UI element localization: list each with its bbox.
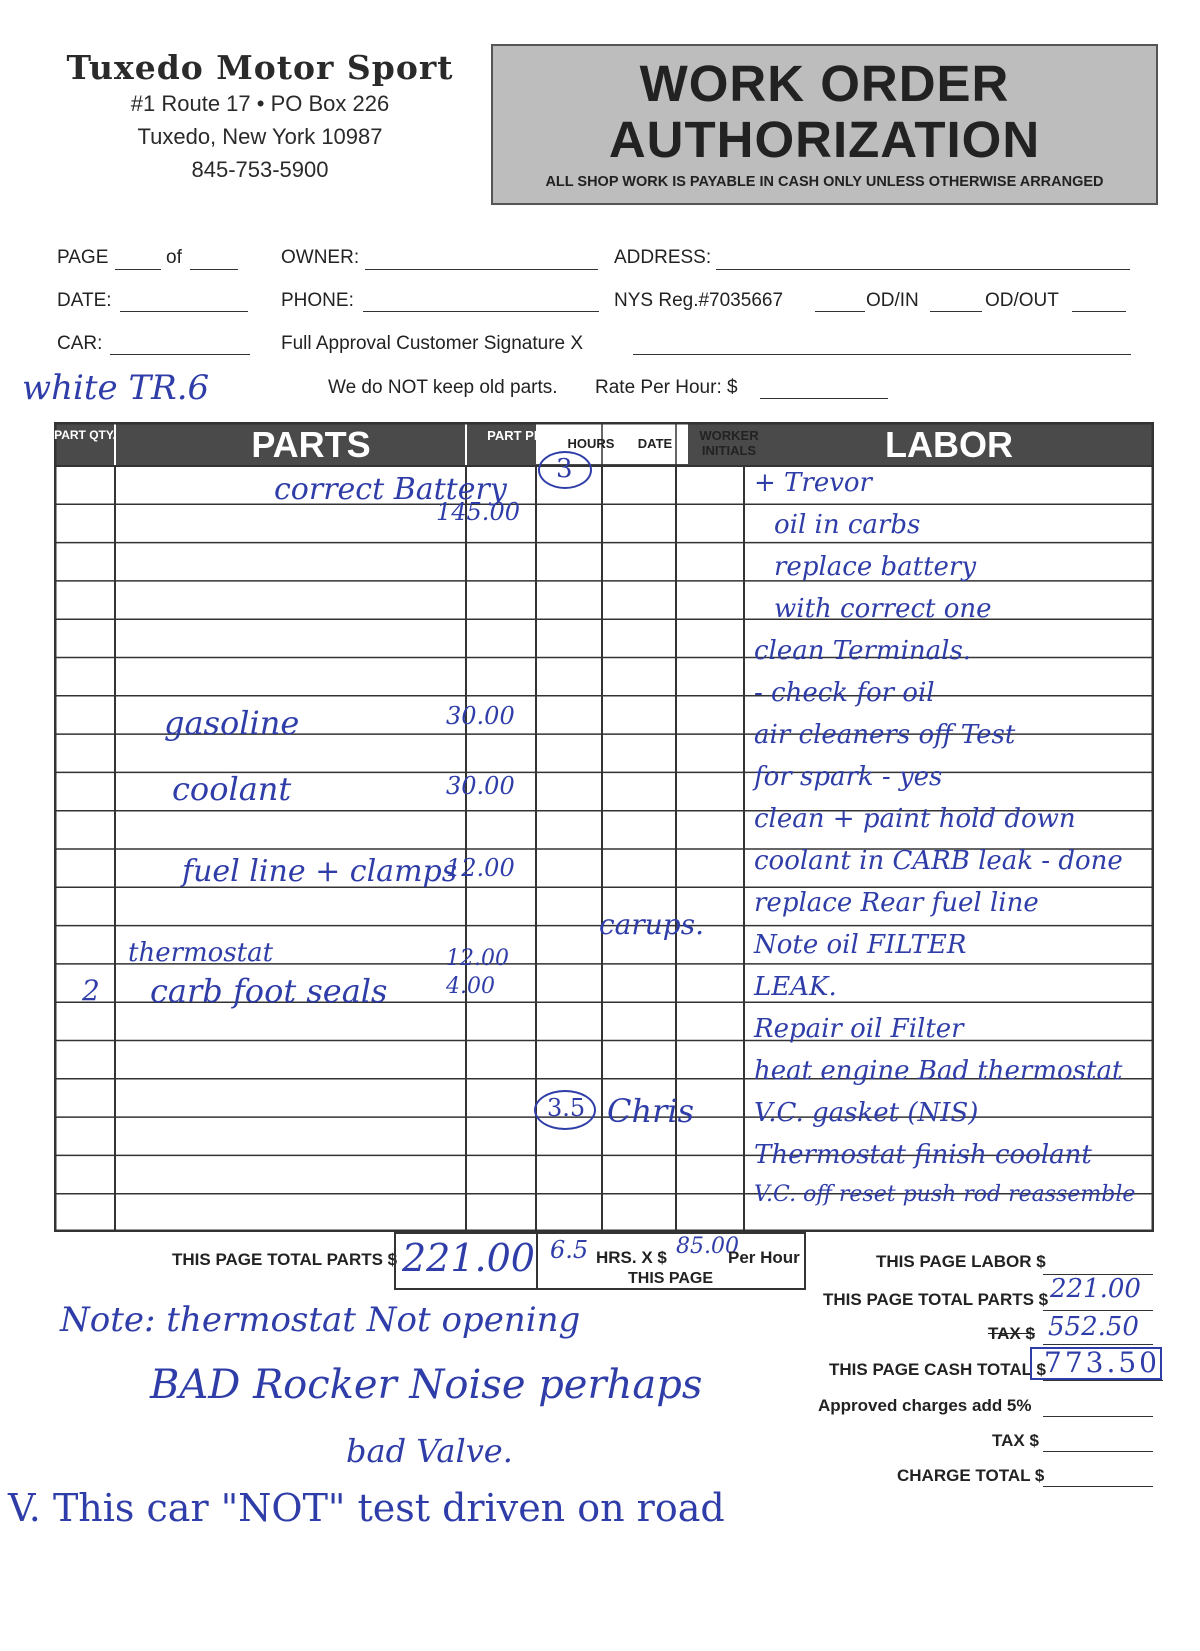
company-address-line2: Tuxedo, New York 10987 xyxy=(137,124,383,149)
note-line: V. This car "NOT" test driven on road xyxy=(8,1486,725,1530)
tax2-field[interactable] xyxy=(1043,1451,1153,1452)
labor-line: clean Terminals. xyxy=(754,636,972,666)
car-label: CAR: xyxy=(57,333,103,354)
col-header-date: DATE xyxy=(637,436,673,451)
labor-line: Note oil FILTER xyxy=(754,930,967,960)
total-parts-value: 221.00 xyxy=(402,1236,535,1280)
labor-line: clean + paint hold down xyxy=(754,804,1076,834)
part-price: 30.00 xyxy=(446,772,515,800)
labor-line: for spark - yes xyxy=(754,762,943,792)
note-line: BAD Rocker Noise perhaps xyxy=(150,1362,703,1408)
old-parts-note: We do NOT keep old parts. xyxy=(328,377,558,398)
col-header-part-price: PART PRICE xyxy=(487,428,565,443)
labor-line: Thermostat finish coolant xyxy=(754,1140,1092,1170)
cash-total-field[interactable] xyxy=(1043,1380,1163,1381)
address-field[interactable] xyxy=(716,269,1130,270)
company-name: Tuxedo Motor Sport xyxy=(66,48,454,87)
company-phone: 845-753-5900 xyxy=(191,157,329,182)
tax-field[interactable] xyxy=(1043,1344,1153,1345)
hours-value: 3 xyxy=(556,454,573,484)
od-out-label: OD/OUT xyxy=(985,290,1059,311)
labor-line: with correct one xyxy=(774,594,992,624)
total-parts-label: THIS PAGE TOTAL PARTS $ xyxy=(172,1250,398,1269)
hours-circle xyxy=(538,451,592,489)
date-field[interactable] xyxy=(120,311,248,312)
note-line: Note: thermostat Not opening xyxy=(60,1300,581,1340)
part-price: 12.00 xyxy=(446,854,515,882)
page-label: PAGE xyxy=(57,247,109,268)
charge-total-label: CHARGE TOTAL $ xyxy=(897,1466,1045,1485)
tax-label: TAX $ xyxy=(988,1324,1035,1343)
approved-charges-label: Approved charges add 5% xyxy=(818,1396,1032,1415)
labor-line: air cleaners off Test xyxy=(754,720,1016,750)
part-price: 4.00 xyxy=(446,974,495,999)
per-hour-label: Per Hour xyxy=(728,1248,800,1267)
od-out-field[interactable] xyxy=(930,311,982,312)
part-name: thermostat xyxy=(128,938,274,968)
hours-circle xyxy=(534,1090,596,1130)
labor-line: - check for oil xyxy=(754,678,935,708)
tax-value: 552.50 xyxy=(1048,1312,1139,1342)
company-address-line1: #1 Route 17 • PO Box 226 xyxy=(130,91,390,116)
labor-line: + Trevor xyxy=(754,468,872,498)
col-header-labor: LABOR xyxy=(885,424,1013,465)
address-label: ADDRESS: xyxy=(614,247,712,268)
cash-total-value: 773.50 xyxy=(1044,1346,1160,1379)
owner-label: OWNER: xyxy=(281,247,360,268)
page-of-field[interactable] xyxy=(190,269,238,270)
this-page-parts-label: THIS PAGE TOTAL PARTS $ xyxy=(823,1290,1049,1309)
col-header-part-qty: PART QTY. xyxy=(54,428,116,442)
part-price: 145.00 xyxy=(436,498,520,526)
phone-field[interactable] xyxy=(363,311,599,312)
phone-label: PHONE: xyxy=(281,290,354,311)
tax2-label: TAX $ xyxy=(992,1431,1039,1450)
owner-field[interactable] xyxy=(365,269,598,270)
od-in-field[interactable] xyxy=(815,311,865,312)
signature-label: Full Approval Customer Signature X xyxy=(281,333,584,354)
payment-notice: ALL SHOP WORK IS PAYABLE IN CASH ONLY UNLESS OTHERWISE ARRANGED xyxy=(545,174,1104,190)
note-line: bad Valve. xyxy=(346,1432,513,1470)
work-table xyxy=(54,422,1154,1232)
col-header-worker-initials: WORKER INITIALS xyxy=(699,428,759,458)
part-name: gasoline xyxy=(164,704,300,742)
rate-value: 85.00 xyxy=(676,1234,739,1259)
this-page-label: THIS PAGE xyxy=(628,1270,714,1287)
title-line1: WORK ORDER xyxy=(639,55,1010,112)
charge-total-field[interactable] xyxy=(1043,1486,1153,1487)
car-field[interactable] xyxy=(110,354,250,355)
this-page-parts-value: 221.00 xyxy=(1050,1274,1141,1304)
this-page-labor-label: THIS PAGE LABOR $ xyxy=(876,1252,1046,1271)
part-name: correct Battery xyxy=(274,472,507,507)
col-header-parts: PARTS xyxy=(251,424,371,465)
title-line2: AUTHORIZATION xyxy=(608,111,1041,168)
part-qty: 2 xyxy=(82,974,100,1007)
cash-total-label: THIS PAGE CASH TOTAL $ xyxy=(829,1360,1046,1379)
page-field[interactable] xyxy=(115,269,161,270)
approved-charges-field[interactable] xyxy=(1043,1416,1153,1417)
labor-line: heat engine Bad thermostat xyxy=(754,1056,1123,1086)
hrs-label: HRS. X $ xyxy=(596,1248,667,1267)
labor-line: coolant in CARB leak - done xyxy=(754,846,1123,876)
rate-label: Rate Per Hour: $ xyxy=(595,377,738,398)
date-label: DATE: xyxy=(57,290,112,311)
car-handwritten-value: white TR.6 xyxy=(22,368,210,408)
part-name: coolant xyxy=(172,770,292,808)
part-name: fuel line + clamps xyxy=(182,854,458,889)
part-price: 30.00 xyxy=(446,702,515,730)
rate-field[interactable] xyxy=(760,398,888,399)
labor-line: LEAK. xyxy=(754,972,837,1002)
labor-line: V.C. off reset push rod reassemble xyxy=(754,1182,1136,1207)
od-out-value-field[interactable] xyxy=(1072,311,1126,312)
labor-line: replace battery xyxy=(774,552,977,582)
od-in-label: OD/IN xyxy=(866,290,919,311)
company-block xyxy=(44,48,476,186)
part-price: 12.00 xyxy=(446,946,509,971)
part-name: carb foot seals xyxy=(150,972,388,1010)
signature-field[interactable] xyxy=(633,354,1131,355)
hours-total-value: 6.5 xyxy=(550,1236,589,1264)
labor-line: Repair oil Filter xyxy=(754,1014,964,1044)
totals-box-divider xyxy=(536,1232,538,1290)
this-page-parts-field[interactable] xyxy=(1043,1310,1153,1311)
col-header-hours: HOURS xyxy=(567,436,615,451)
hours-value: 3.5 xyxy=(547,1094,586,1122)
worker-entry: carups. xyxy=(599,908,704,941)
worker-entry: Chris xyxy=(607,1092,695,1130)
title-banner xyxy=(491,44,1158,205)
labor-line: oil in carbs xyxy=(774,510,921,540)
labor-line: V.C. gasket (NIS) xyxy=(754,1098,979,1128)
labor-line: replace Rear fuel line xyxy=(754,888,1039,918)
nys-reg-number: NYS Reg.#7035667 xyxy=(614,290,784,311)
page-of-label: of xyxy=(166,247,182,268)
